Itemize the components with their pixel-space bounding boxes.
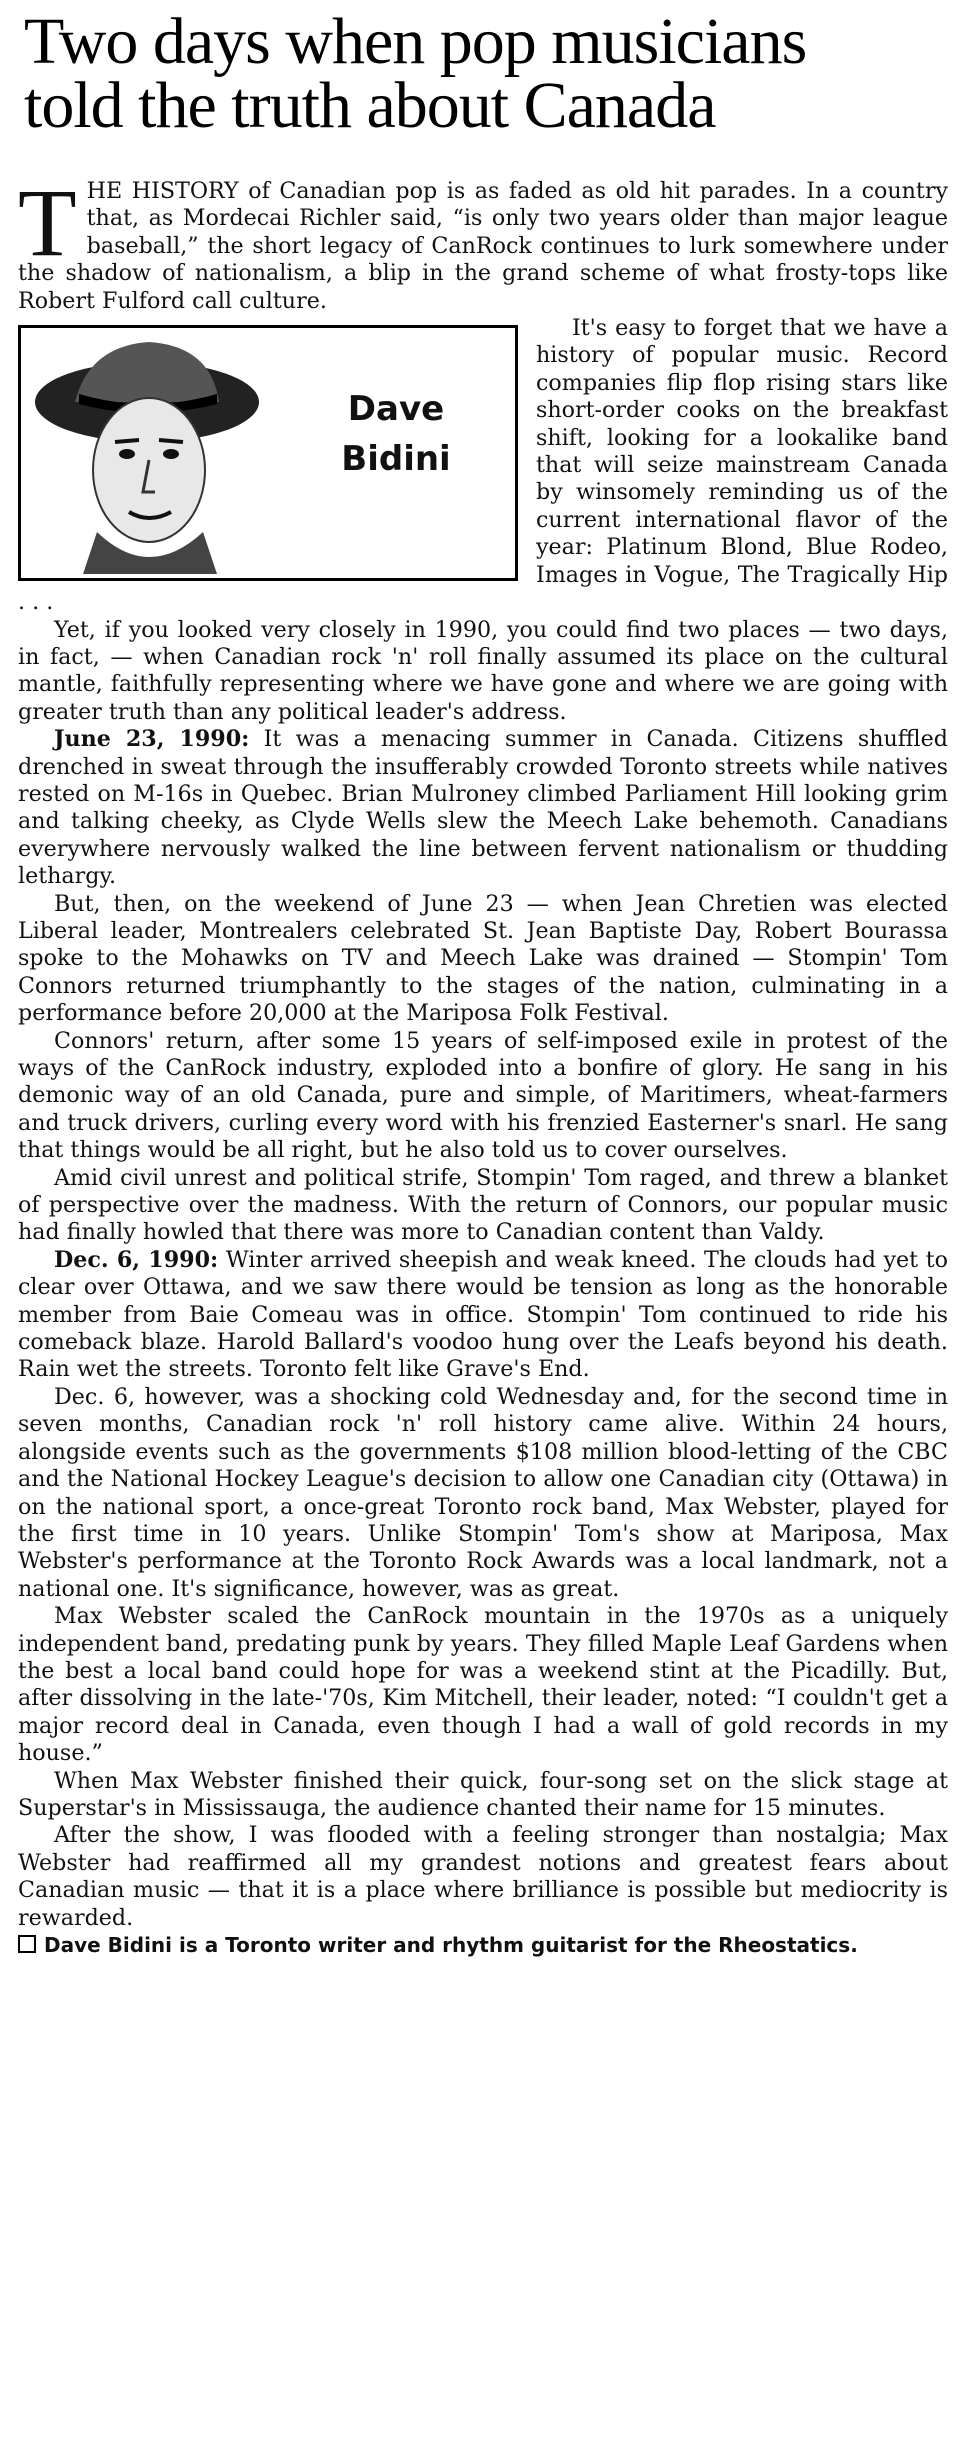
dateline-december: Dec. 6, 1990:	[54, 1246, 219, 1273]
article-body	[18, 169, 948, 1959]
paragraph-3: Yet, if you looked very closely in 1990, you could find two places — two days, in fact, — when Canadian rock 'n' roll finally assumed its place on the cultural mantle, faithfully representing where we have gone and where we are going with greater truth than any political leader's address.	[18, 616, 948, 725]
columnist-last-name: Bidini	[341, 439, 451, 480]
columnist-byline-box	[18, 325, 518, 581]
columnist-first-name: Dave	[347, 389, 445, 430]
headline	[24, 5, 948, 142]
columnist-name	[291, 384, 501, 484]
dateline-june: June 23, 1990:	[54, 726, 250, 753]
author-tagline	[18, 1932, 948, 1959]
newspaper-column	[0, 5, 966, 2452]
paragraph-intro	[18, 169, 948, 315]
paragraph-4	[18, 726, 948, 890]
paragraph-6: Connors' return, after some 15 years of self-imposed exile in protest of the ways of the CanRock industry, exploded into a bonfire of glory. He sang in his demonic way of an old Canada, pure and simple, of Maritimers, wheat-farmers and truck drivers, curling every word with his frenzied Easterner's snarl. He sang that things would be all right, but he also told us to cover ourselves.	[18, 1027, 948, 1164]
author-tagline-text: Dave Bidini is a Toronto writer and rhythm guitarist for the Rheostatics.	[44, 1933, 858, 1957]
paragraph-2: It's easy to forget that we have a history of popular music. Record companies flip flop rising stars like short-order cooks on the breakfast shift, looking for a lookalike band that will seize mainstream Canada by winsomely reminding us of the current international flavor of the year: Platinum Blond, Blue Rodeo, Images in Vogue, The Tragically Hip . . .	[18, 315, 948, 616]
paragraph-8	[18, 1247, 948, 1384]
paragraph-intro-text: HE HISTORY of Canadian pop is as faded as old hit parades. In a country that, as Mordecai Richler said, “is only two years older than major league baseball,” the short legacy of CanRock continues to lurk somewhere under the shadow of nationalism, a blip in the grand scheme of what frosty-tops like Robert Fulford call culture.	[18, 178, 948, 314]
headline-line-1: Two days when pop musicians	[24, 5, 807, 78]
paragraph-11: When Max Webster finished their quick, four-song set on the slick stage at Superstar's in Mississauga, the audience chanted their name for 15 minutes.	[18, 1767, 948, 1821]
paragraph-9: Dec. 6, however, was a shocking cold Wednesday and, for the second time in seven months, Canadian rock 'n' roll history came alive. Within 24 hours, alongside events such as the governments $108 million blood-letting of the CBC and the National Hockey League's decision to allow one Canadian city (Ottawa) in on the national sport, a once-great Toronto rock band, Max Webster, played for the first time in 10 years. Unlike Stompin' Tom's show at Mariposa, Max Webster's performance at the Toronto Rock Awards was a local landmark, not a national one. It's significance, however, was as great.	[18, 1383, 948, 1602]
ballot-box-icon	[18, 1935, 36, 1953]
headline-line-2: told the truth about Canada	[24, 69, 716, 142]
paragraph-5: But, then, on the weekend of June 23 — when Jean Chretien was elected Liberal leader, Montrealers celebrated St. Jean Baptiste Day, Robert Bourassa spoke to the Mohawks on TV and Meech Lake was drained — Stompin' Tom Connors returned triumphantly to the stages of the nation, culminating in a performance before 20,000 at the Mariposa Folk Festival.	[18, 890, 948, 1027]
columnist-portrait-icon	[27, 332, 277, 574]
drop-cap: T	[18, 169, 77, 276]
paragraph-10: Max Webster scaled the CanRock mountain in the 1970s as a uniquely independent band, predating punk by years. They filled Maple Leaf Gardens when the best a local band could hope for was a weekend stint at the Picadilly. But, after dissolving in the late-'70s, Kim Mitchell, their leader, noted: “I couldn't get a major record deal in Canada, even though I had a wall of gold records in my house.”	[18, 1603, 948, 1767]
paragraph-12: After the show, I was flooded with a feeling stronger than nostalgia; Max Webster had reaffirmed all my grandest notions and greatest fears about Canadian music — that it is a place where brilliance is possible but mediocrity is rewarded.	[18, 1822, 948, 1931]
paragraph-8-text: Winter arrived sheepish and weak kneed. The clouds had yet to clear over Ottawa, and we saw there would be tension as long as the honorable member from Baie Comeau was in office. Stompin' Tom continued to ride his comeback blaze. Harold Ballard's voodoo hung over the Leafs beyond his death. Rain wet the streets. Toronto felt like Grave's End.	[18, 1246, 948, 1383]
paragraph-4-text: It was a menacing summer in Canada. Citizens shuffled drenched in sweat through the insufferably crowded Toronto streets while natives rested on M-16s in Quebec. Brian Mulroney climbed Parliament Hill looking grim and talking cheeky, as Clyde Wells slew the Meech Lake behemoth. Canadians everywhere nervously walked the line between fervent nationalism or thudding lethargy.	[18, 726, 948, 890]
paragraph-7: Amid civil unrest and political strife, Stompin' Tom raged, and threw a blanket of perspective over the madness. With the return of Connors, our popular music had finally howled that there was more to Canadian content than Valdy.	[18, 1164, 948, 1246]
